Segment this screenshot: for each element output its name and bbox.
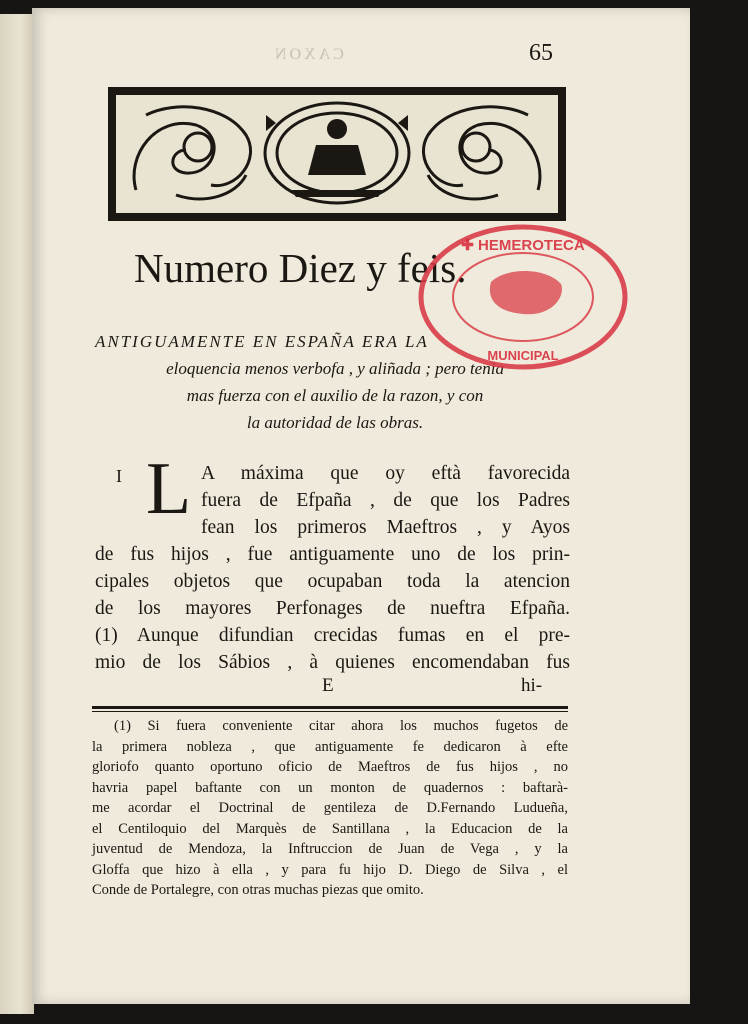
facing-page-edge — [0, 14, 34, 1014]
paragraph-number: I — [116, 466, 122, 486]
footnote — [92, 716, 568, 901]
summary-line: ANTIGUAMENTE EN ESPAÑA ERA LA — [95, 332, 429, 351]
footnote-line: gloriofo quanto oportuno oficio de Maeftros de fus hijos , no — [92, 759, 568, 775]
summary-line: eloquencia menos verbofa , y aliñada ; pero tenia — [166, 359, 504, 378]
footnote-line: juventud de Mendoza, la Inftruccion de Juan de Vega , y la — [92, 841, 568, 857]
summary-line: mas fuerza con el auxilio de la razon, y con — [186, 386, 484, 405]
footnote-rule — [92, 706, 568, 709]
footnote-line: havria papel baftante con un monton de quadernos : baftarà- — [92, 779, 568, 796]
page-number: 65 — [529, 40, 553, 66]
body-line: cipales objetos que ocupaban toda la atencion — [95, 571, 570, 592]
banner-ornament — [116, 95, 558, 213]
signature-mark: E — [322, 675, 334, 696]
footnote-line: me acordar el Doctrinal de gentileza de D.Fernando Ludueña, — [92, 800, 568, 816]
ornament-icon — [116, 95, 558, 213]
body-line: de los mayores Perfonages de nueftra Efpaña. — [95, 598, 570, 619]
footnote-line: Gloffa que hizo à ella , y para fu hijo D. Diego de Silva , el — [92, 861, 568, 878]
stamp-text: ✚ HEMEROTECA — [461, 237, 585, 254]
woodcut-banner — [108, 87, 566, 221]
body-paragraph — [95, 460, 570, 676]
summary-line: la autoridad de las obras. — [246, 413, 424, 432]
body-line: (1) Aunque difundian crecidas fumas en el pre- — [95, 625, 570, 646]
drop-cap: L — [146, 448, 192, 530]
stamp-text-bottom: MUNICIPAL — [487, 348, 559, 363]
catchword: hi- — [521, 675, 543, 696]
footnote-line: la primera nobleza , que antiguamente fe dedicaron à efte — [92, 738, 568, 755]
ghost-header-bleedthrough: CAXON — [272, 46, 344, 63]
footnote-line: Conde de Portalegre, con otras muchas piezas que omito. — [92, 882, 424, 898]
footnote-line: (1) Si fuera conveniente citar ahora los muchos fugetos de — [114, 718, 568, 734]
body-line: fuera de Efpaña , de que los Padres — [201, 490, 570, 511]
library-stamp — [416, 222, 630, 372]
body-line: A máxima que oy eftà favorecida — [201, 463, 570, 484]
footnote-rule-thin — [92, 711, 568, 712]
body-line: mio de los Sábios , à quienes encomendaban fus — [95, 652, 570, 673]
body-line: fean los primeros Maeftros , y Ayos — [201, 517, 570, 538]
footnote-line: el Centiloquio del Marquès de Santillana , la Educacion de la — [92, 820, 568, 837]
page-heading: Numero Diez y feis. — [134, 245, 467, 291]
body-line: de fus hijos , fue antiguamente uno de los prin- — [95, 544, 570, 565]
